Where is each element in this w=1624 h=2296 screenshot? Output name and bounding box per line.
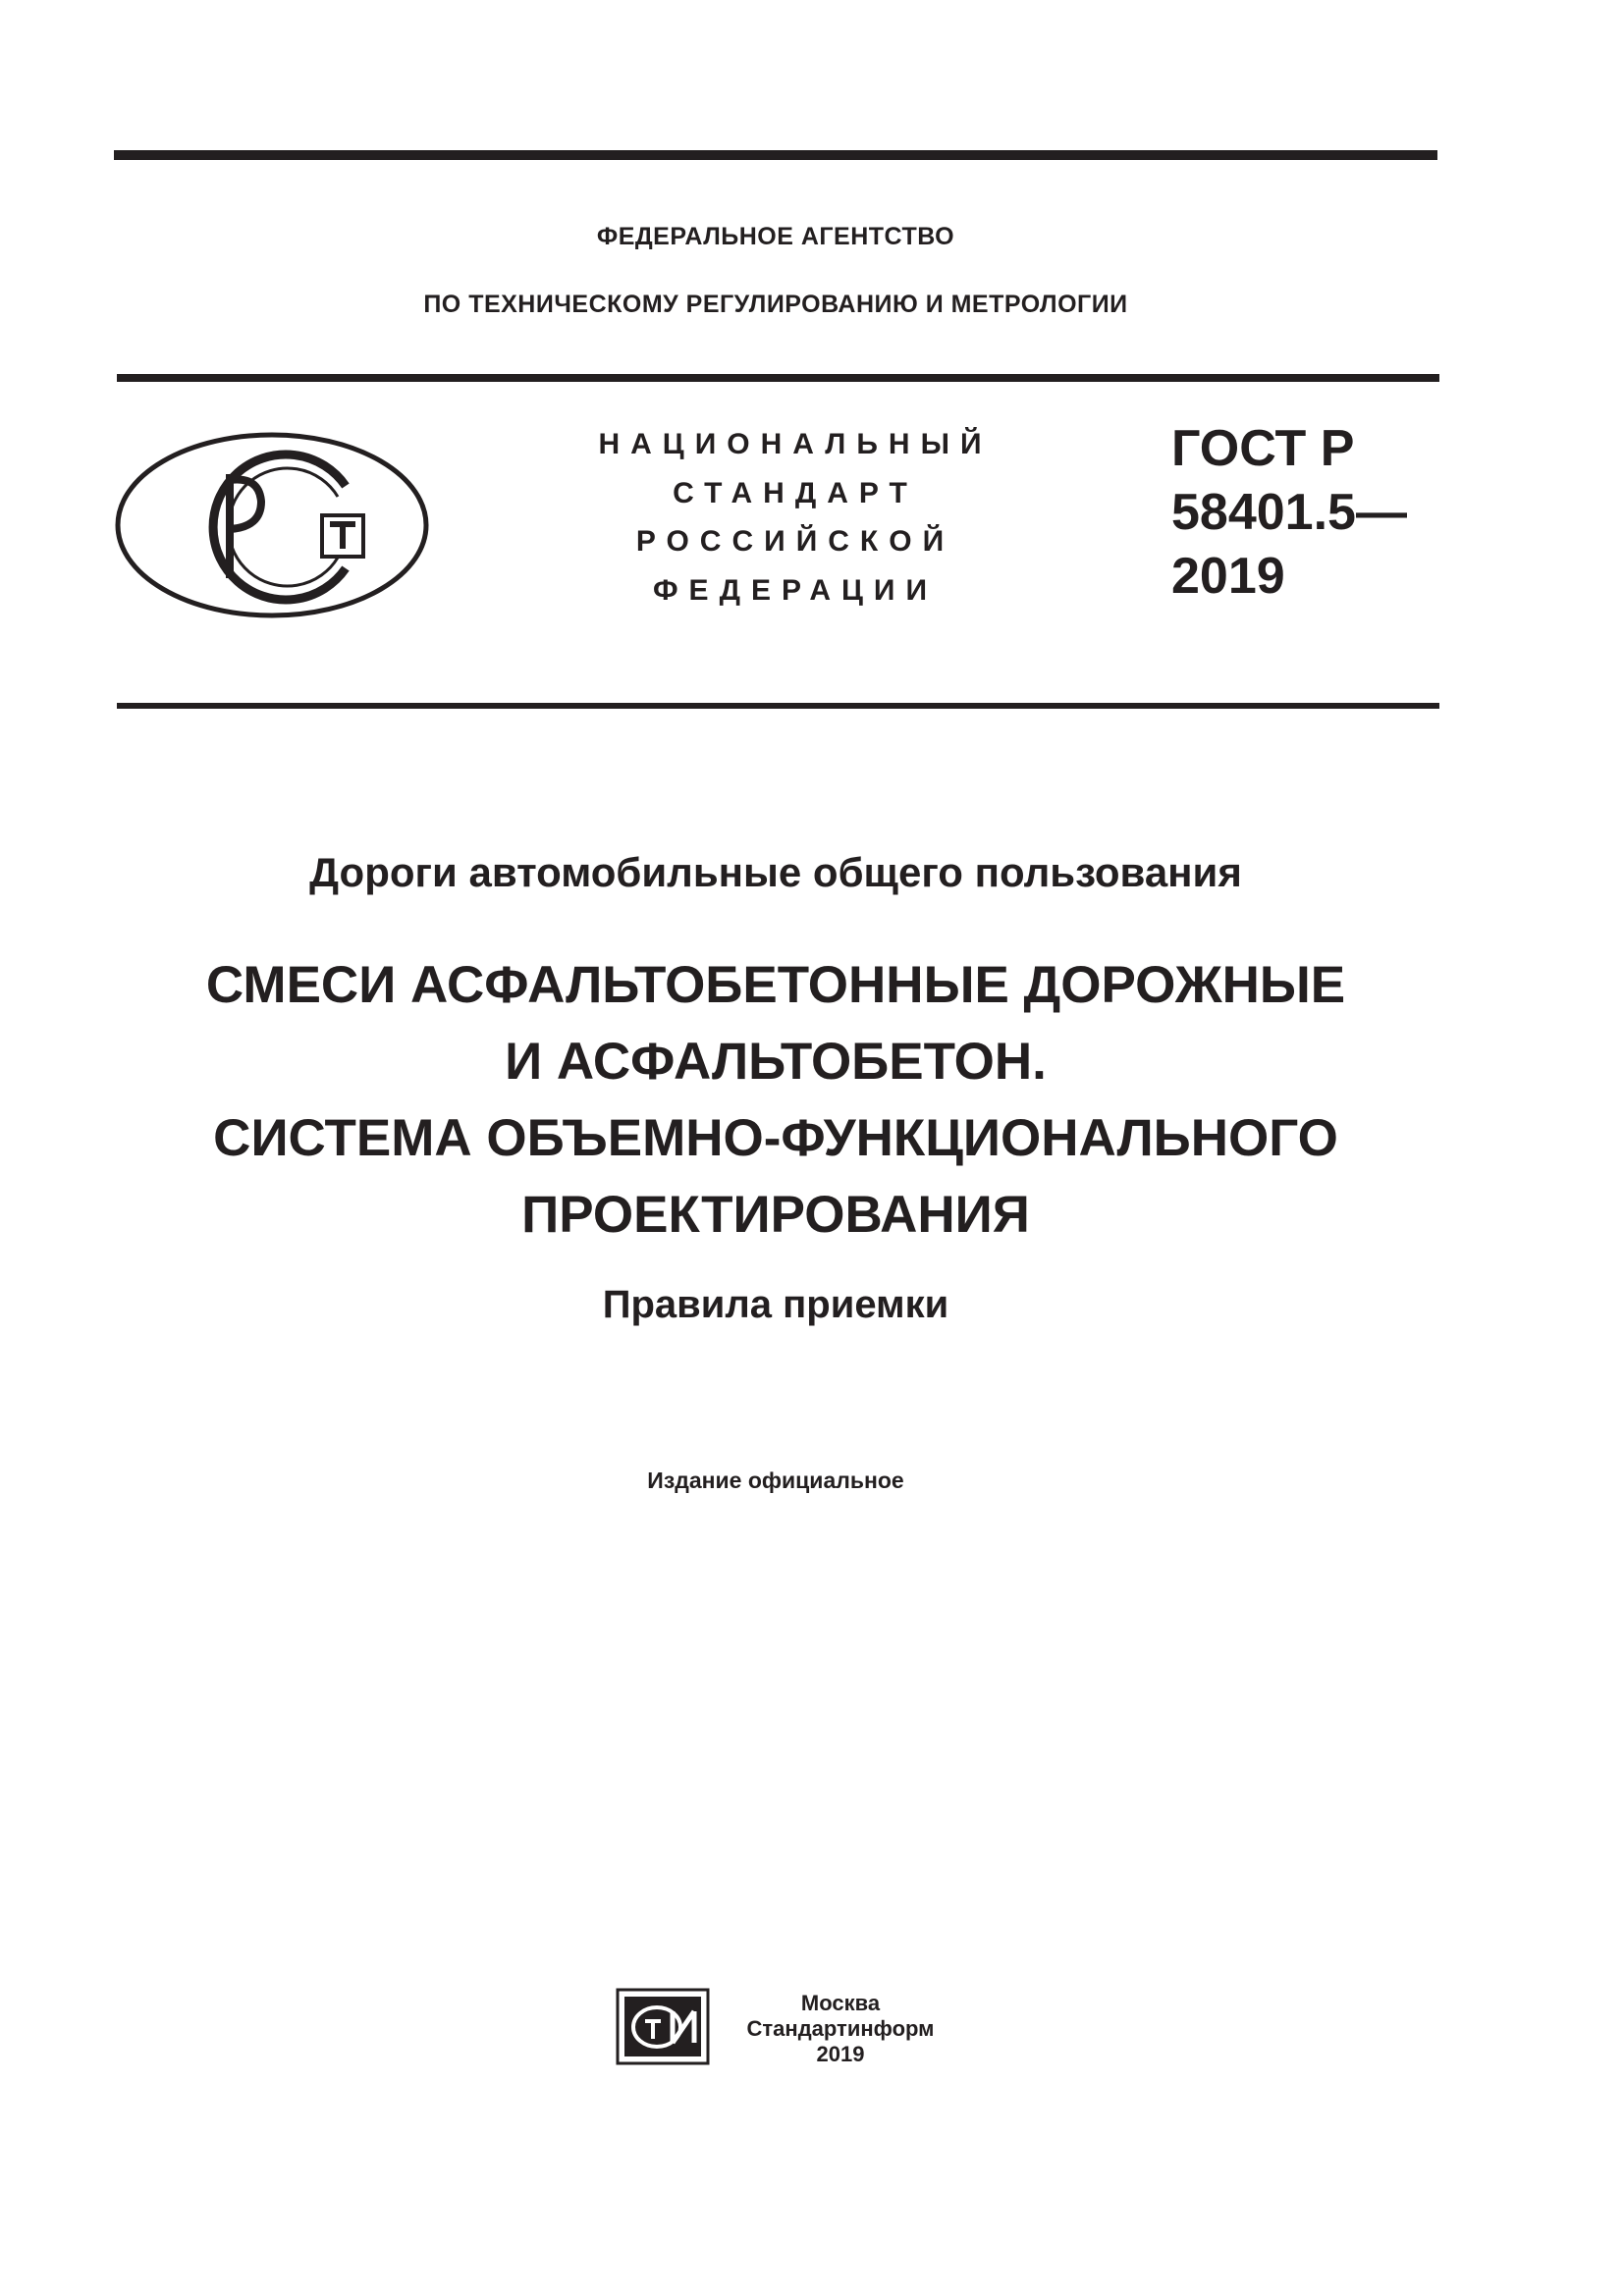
gost-line: 2019 <box>1171 548 1285 605</box>
agency-line-2: ПО ТЕХНИЧЕСКОМУ РЕГУЛИРОВАНИЮ И МЕТРОЛОГИИ <box>423 291 1128 318</box>
national-standard-label <box>550 420 1041 614</box>
edition-label: Издание официальное <box>647 1468 904 1493</box>
national-line: СТАНДАРТ <box>673 476 918 509</box>
national-line: ФЕДЕРАЦИИ <box>652 573 939 607</box>
title-line: СМЕСИ АСФАЛЬТОБЕТОННЫЕ ДОРОЖНЫЕ <box>205 956 1346 1014</box>
national-line: НАЦИОНАЛЬНЫЙ <box>598 428 993 460</box>
title-line: И АСФАЛЬТОБЕТОН. <box>505 1033 1047 1091</box>
national-line: РОССИЙСКОЙ <box>635 525 955 558</box>
publisher-info <box>732 1991 948 2067</box>
document-title <box>0 947 1551 1254</box>
gost-number <box>1171 417 1407 609</box>
rst-logo-icon <box>114 431 430 619</box>
header-rule <box>117 374 1439 382</box>
gost-line: ГОСТ Р <box>1171 420 1355 477</box>
standard-rule <box>117 703 1439 709</box>
gost-line: 58401.5— <box>1171 484 1407 541</box>
publisher-year: 2019 <box>816 2042 865 2066</box>
title-line: СИСТЕМА ОБЪЕМНО-ФУНКЦИОНАЛЬНОГО <box>213 1109 1338 1167</box>
title-line: ПРОЕКТИРОВАНИЯ <box>521 1186 1030 1244</box>
standartinform-logo-icon <box>616 1988 710 2065</box>
agency-line-1: ФЕДЕРАЛЬНОЕ АГЕНТСТВО <box>596 223 955 250</box>
document-part-title: Правила приемки <box>602 1283 949 1326</box>
publisher-name: Стандартинформ <box>746 2016 935 2041</box>
document-subtitle: Дороги автомобильные общего пользования <box>309 849 1242 895</box>
top-rule <box>114 150 1437 160</box>
publisher-city: Москва <box>800 1991 881 2015</box>
